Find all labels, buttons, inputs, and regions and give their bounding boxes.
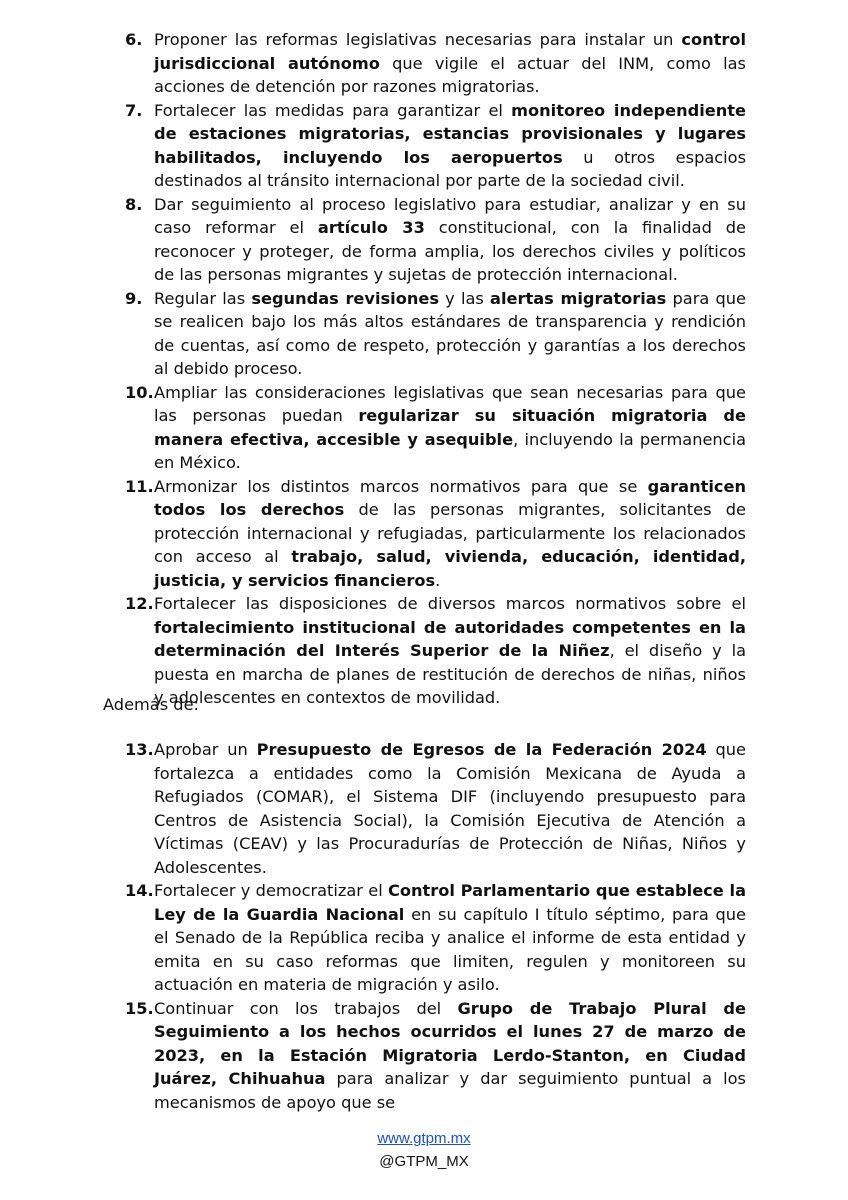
list-item: [0, 592, 848, 710]
item-text: [154, 193, 746, 287]
item-text-segment: Fortalecer y democratizar el: [154, 881, 388, 900]
item-text-segment: en su capítulo I título séptimo, para que el Senado de la República reciba y analice el informe de esta entidad y emita en su caso reformas que limiten, regulen y monitoreen su actuación en materia de migración y asilo.: [154, 904, 746, 994]
list-item: [0, 99, 848, 193]
item-text-segment: de las personas migrantes, solicitantes de protección internacional y refugiadas, particularmente los relacionados con acceso al: [154, 500, 746, 566]
numbered-list-additional: [0, 738, 848, 1114]
item-text: [154, 28, 746, 99]
item-text-segment: Fortalecer las disposiciones de diversos marcos normativos sobre el: [154, 594, 746, 613]
list-item: [0, 475, 848, 593]
social-handle: @GTPM_MX: [379, 1153, 469, 1170]
emphasis-text: control jurisdiccional autónomo: [154, 30, 746, 73]
item-number: 9.: [125, 288, 143, 308]
emphasis-text: artículo 33: [317, 218, 425, 237]
numbered-list-primary: [0, 28, 848, 710]
list-item: [0, 738, 848, 879]
item-number: 14.: [125, 881, 154, 900]
list-item: [0, 879, 848, 997]
item-number: 8.: [125, 194, 143, 214]
item-text-segment: Proponer las reformas legislativas necesarias para instalar un: [154, 30, 682, 49]
list-item: [0, 287, 848, 381]
item-text-segment: para que se realicen bajo los más altos estándares de transparencia y rendición de cuentas, así como de respeto, protección y garantías a los derechos al debido proceso.: [154, 288, 747, 378]
list-item: [0, 997, 848, 1115]
item-text-segment: Fortalecer las medidas para garantizar el: [154, 100, 512, 120]
item-text: [154, 879, 746, 997]
item-text-segment: y las: [438, 288, 491, 308]
item-number: 11.: [125, 476, 154, 496]
item-text-segment: , el diseño y la puesta en marcha de planes de restitución de derechos de niñas, niños y adolescentes en contextos de movilidad.: [154, 641, 747, 707]
item-text-segment: , incluyendo la permanencia en México.: [154, 429, 746, 472]
list-item: [0, 28, 848, 99]
item-text: [154, 738, 746, 879]
item-number: 10.: [125, 382, 154, 402]
item-text-segment: Continuar con los trabajos del: [154, 998, 458, 1018]
item-text-segment: u otros espacios destinados al tránsito internacional por parte de la sociedad civil.: [154, 147, 746, 190]
item-text-segment: Dar seguimiento al proceso legislativo para estudiar, analizar y en su caso reformar el: [154, 194, 746, 237]
emphasis-text: trabajo, salud, vivienda, educación, identidad, justicia, y servicios financieros: [154, 547, 746, 590]
website-link[interactable]: www.gtpm.mx: [377, 1130, 471, 1147]
item-number: 7.: [125, 100, 143, 120]
emphasis-text: monitoreo independiente de estaciones migratorias, estancias provisionales y lugares habilitados, incluyendo los aeropuertos: [154, 100, 746, 167]
item-number: 12.: [125, 594, 154, 613]
item-text-segment: Regular las: [154, 288, 252, 308]
ademas-heading: Además de:: [103, 695, 199, 714]
list-item: [0, 193, 848, 287]
item-text-segment: Ampliar las consideraciones legislativas que sean necesarias para que las personas puedan: [154, 382, 746, 425]
list-item: [0, 381, 848, 475]
item-text-segment: constitucional, con la finalidad de reconocer y proteger, de forma amplia, los derechos civiles y políticos de las personas migrantes y sujetas de protección internacional.: [154, 218, 747, 284]
item-text-segment: para analizar y dar seguimiento puntual a los mecanismos de apoyo que se: [154, 1069, 746, 1112]
item-number: 13.: [125, 740, 154, 759]
emphasis-text: garanticen todos los derechos: [154, 476, 746, 519]
item-text-segment: que fortalezca a entidades como la Comisión Mexicana de Ayuda a Refugiados (COMAR), el Sistema DIF (incluyendo presupuesto para Centros de Asistencia Social), la Comisión Ejecutiva de Atención a Víctimas (CEAV) y las Procuradurías de Protección de Niñas, Niños y Adolescentes.: [154, 740, 746, 877]
item-number: 15.: [125, 998, 154, 1018]
item-text: [154, 997, 746, 1115]
item-text-segment: que vigile el actuar del INM, como las acciones de detención por razones migratorias.: [154, 53, 746, 96]
item-number: 6.: [125, 30, 143, 49]
item-text: [154, 99, 746, 193]
item-text: [154, 287, 746, 381]
emphasis-text: alertas migratorias: [490, 288, 667, 308]
emphasis-text: Control Parlamentario que establece la Ley de la Guardia Nacional: [154, 881, 746, 924]
emphasis-text: segundas revisiones: [251, 288, 439, 308]
item-text: [154, 475, 746, 593]
emphasis-text: Presupuesto de Egresos de la Federación 2024: [256, 740, 707, 759]
emphasis-text: Grupo de Trabajo Plural de Seguimiento a los hechos ocurridos el lunes 27 de marzo de 2023, en la Estación Migratoria Lerdo-Stanton, en Ciudad Juárez, Chihuahua: [154, 998, 746, 1088]
item-text: [154, 381, 746, 475]
item-text-segment: Armonizar los distintos marcos normativos para que se: [154, 476, 648, 496]
item-text: [154, 592, 746, 710]
emphasis-text: regularizar su situación migratoria de manera efectiva, accesible y asequible: [154, 406, 747, 449]
item-text-segment: Aprobar un: [154, 740, 257, 759]
item-text-segment: .: [435, 570, 441, 590]
emphasis-text: fortalecimiento institucional de autoridades competentes en la determinación del Interés Superior de la Niñez: [154, 617, 746, 660]
